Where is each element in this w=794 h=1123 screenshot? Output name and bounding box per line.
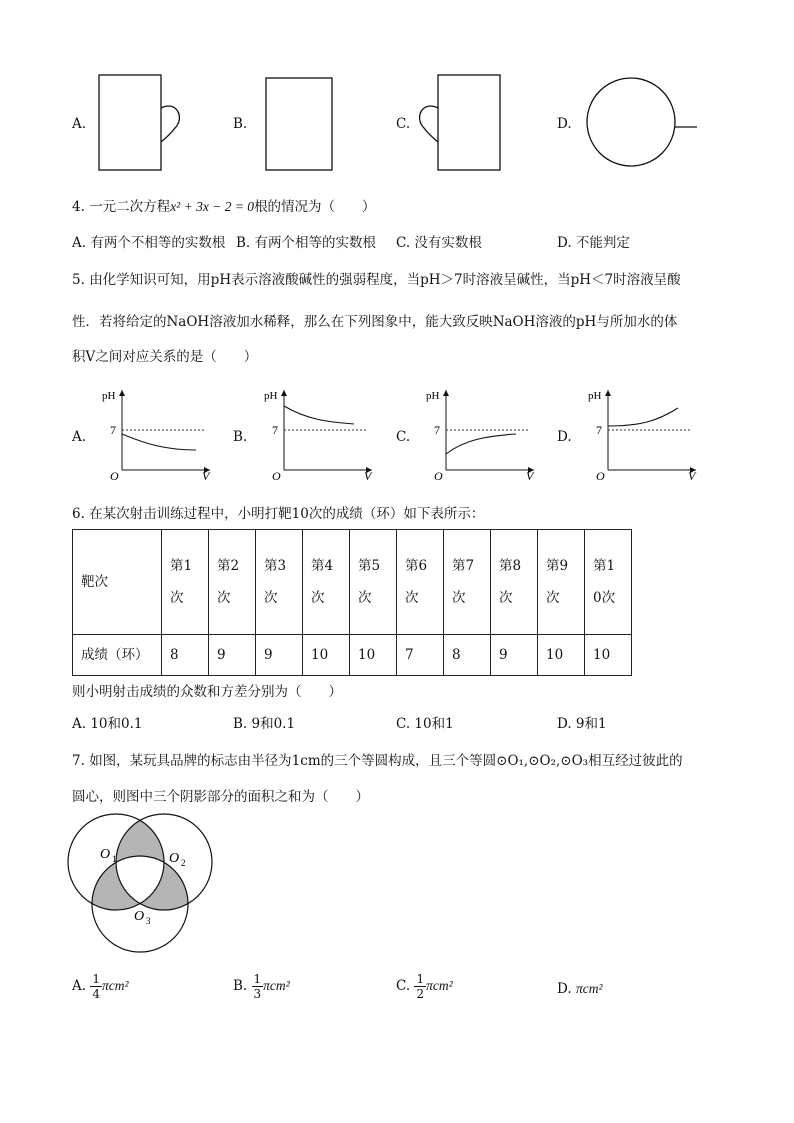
origin-label: O [434,469,443,482]
q6-option-a[interactable]: A. 10和0.1 [72,716,143,732]
q4-option-c[interactable]: C. 没有实数根 [396,235,482,251]
o3-subscript: 3 [146,916,151,926]
q5-option-a-label: A. [72,429,87,445]
o2-label: O [169,851,180,866]
q5-stem-line-2: 性．若将给定的NaOH溶液加水稀释，那么在下列图象中，能大致反映NaOH溶液的pH与所加水的体 [72,314,678,330]
q4-option-d[interactable]: D. 不能判定 [557,235,630,251]
q7-option-c[interactable]: C. $\frac{1}{2}$ πcm² [396,972,453,1001]
x-axis-label: V [202,469,210,482]
o1-subscript: 1 [112,854,117,864]
ref-value-label: 7 [272,423,278,437]
table-cell: 10 [303,635,350,676]
q7-option-d[interactable]: D. πcm² [557,981,603,997]
fraction: $\frac{1}{3}$ [253,972,262,1001]
table-cell: 第8次 [491,530,538,635]
q3-option-d-shape [585,74,700,170]
ref-value-label: 7 [434,423,440,437]
origin-label: O [272,469,281,482]
q3-option-b-label: B. [233,116,248,132]
q6-option-c[interactable]: C. 10和1 [396,716,454,732]
table-cell: 第6次 [397,530,444,635]
table-cell: 10 [538,635,585,676]
q5-stem-line-1: 5. 由化学知识可知，用pH表示溶液酸碱性的强弱程度，当pH＞7时溶液呈碱性，当pH＜7时溶液呈酸 [72,272,681,288]
fraction: $\frac{1}{2}$ [416,972,425,1001]
q5-option-d-label: D. [557,429,572,445]
q5-stem-line-3: 积V之间对应关系的是（ ） [72,349,258,365]
table-cell: 9 [209,635,256,676]
table-cell: 8 [162,635,209,676]
table-cell: 9 [256,635,303,676]
q5-graph-a [96,384,216,482]
table-cell: 第2次 [209,530,256,635]
table-cell: 第10次 [585,530,632,635]
q3-option-b-shape [262,74,342,174]
y-axis-label: pH [264,390,278,402]
q6-option-b[interactable]: B. 9和0.1 [233,716,296,732]
o2-subscript: 2 [181,858,186,868]
origin-label: O [596,469,605,482]
x-axis-label: V [688,469,696,482]
table-row [73,530,632,635]
q3-option-c-shape [416,70,506,175]
q4-option-b[interactable]: B. 有两个相等的实数根 [236,235,377,251]
table-cell: 第5次 [350,530,397,635]
row-header-shot: 靶次 [73,530,162,635]
three-circles-figure [66,812,226,962]
q3-option-a-shape [95,70,185,175]
q5-graph-d [582,384,702,482]
table-row [73,635,632,676]
y-axis-label: pH [426,390,440,402]
q6-option-d[interactable]: D. 9和1 [557,716,607,732]
q3-option-d-label: D. [557,116,572,132]
table-cell: 第3次 [256,530,303,635]
q7-stem-line-2: 圆心，则图中三个阴影部分的面积之和为（ ） [72,789,369,805]
q5-graph-c [420,384,540,482]
table-cell: 第4次 [303,530,350,635]
q4-option-a[interactable]: A. 有两个不相等的实数根 [72,235,226,251]
fraction: $\frac{1}{4}$ [92,972,100,1001]
q5-option-b-label: B. [233,429,248,445]
q6-question: 则小明射击成绩的众数和方差分别为（ ） [72,684,342,700]
table-cell: 10 [585,635,632,676]
x-axis-label: V [364,469,372,482]
row-header-score: 成绩（环） [73,635,162,676]
q6-stem: 6. 在某次射击训练过程中，小明打靶10次的成绩（环）如下表所示： [72,506,485,522]
o1-label: O [100,847,111,862]
score-table [72,529,632,676]
table-cell: 第7次 [444,530,491,635]
ref-value-label: 7 [596,423,602,437]
q7-option-a[interactable]: A. $\frac{1}{4}$ πcm² [72,972,129,1001]
q7-option-b[interactable]: B. $\frac{1}{3}$ πcm² [233,972,290,1001]
q5-option-c-label: C. [396,429,411,445]
table-cell: 10 [350,635,397,676]
table-cell: 第9次 [538,530,585,635]
q7-stem-line-1: 7. 如图，某玩具品牌的标志由半径为1cm的三个等圆构成，且三个等圆⊙O₁,⊙O₂,⊙O₃相互经过彼此的 [72,753,683,769]
q4-stem: 4. 一元二次方程x² + 3x − 2 = 0根的情况为（ ） [72,199,376,215]
origin-label: O [110,469,119,482]
table-cell: 8 [444,635,491,676]
x-axis-label: V [526,469,534,482]
table-cell: 第1次 [162,530,209,635]
ref-value-label: 7 [110,423,116,437]
q3-option-c-label: C. [396,116,411,132]
table-cell: 9 [491,635,538,676]
table-cell: 7 [397,635,444,676]
o3-label: O [134,909,145,924]
y-axis-label: pH [588,390,602,402]
q5-graph-b [258,384,378,482]
q3-option-a-label: A. [72,116,87,132]
y-axis-label: pH [102,390,116,402]
